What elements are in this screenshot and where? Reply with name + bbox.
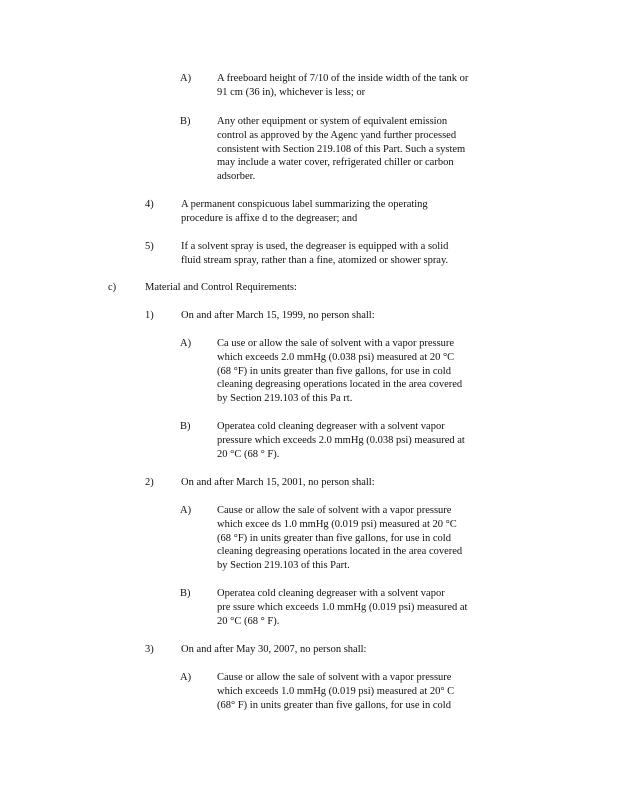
item-marker: 1) (145, 310, 154, 321)
item-text: On and after March 15, 2001, no person shall: (181, 477, 375, 488)
item-text: On and after May 30, 2007, no person shall: (181, 644, 367, 655)
item-marker: 4) (145, 199, 154, 210)
item-text: Cause or allow the sale of solvent with a vapor pressure which exceeds 1.0 mmHg (0.019 psi) measured at 20° C (68° F) in units greater than five gallons, for use in cold (217, 672, 455, 711)
item-text: A freeboard height of 7/10 of the inside width of the tank or 91 cm (36 in), whichever is less; or (217, 73, 469, 98)
section-marker: c) (108, 282, 117, 293)
item-marker: A) (180, 338, 192, 349)
item-text: Any other equipment or system of equivalent emission control as approved by the Agenc yand further processed consistent with Section 219.108 of this Part. Such a system may include a water cover, refrigerated chiller or carbon adsorber. (217, 116, 466, 183)
item-text: On and after March 15, 1999, no person shall: (181, 310, 375, 321)
item-marker: B) (180, 116, 191, 127)
item-text: Ca use or allow the sale of solvent with a vapor pressure which exceeds 2.0 mmHg (0.038 psi) measured at 20 °C (68 °F) in units greater than five gallons, for use in cold cleaning degreasing operations located in the area covered by Section 219.103 of this Pa rt. (217, 338, 463, 405)
item-marker: A) (180, 672, 192, 683)
item-marker: 5) (145, 241, 154, 252)
item-marker: 3) (145, 644, 154, 655)
item-marker: A) (180, 505, 192, 516)
item-text: Operatea cold cleaning degreaser with a solvent vapor pressure which exceeds 2.0 mmHg (0.038 psi) measured at 20 °C (68 ° F). (217, 421, 465, 460)
item-text: A permanent conspicuous label summarizing the operating procedure is affixe d to the degreaser; and (181, 199, 428, 224)
item-text: If a solvent spray is used, the degreaser is equipped with a solid fluid stream spray, rather than a fine, atomized or shower spray. (181, 241, 449, 266)
item-marker: B) (180, 421, 191, 432)
item-marker: A) (180, 73, 192, 84)
item-marker: B) (180, 588, 191, 599)
item-text: Operatea cold cleaning degreaser with a solvent vapor pre ssure which exceeds 1.0 mmHg (0.019 psi) measured at 20 °C (68 ° F). (217, 588, 468, 627)
item-marker: 2) (145, 477, 154, 488)
section-heading: Material and Control Requirements: (145, 282, 297, 293)
item-text: Cause or allow the sale of solvent with a vapor pressure which excee ds 1.0 mmHg (0.019 psi) measured at 20 °C (68 °F) in units greater than five gallons, for use in cold cleaning degreasing operations located in the area covered by Section 219.103 of this Part. (217, 505, 463, 572)
